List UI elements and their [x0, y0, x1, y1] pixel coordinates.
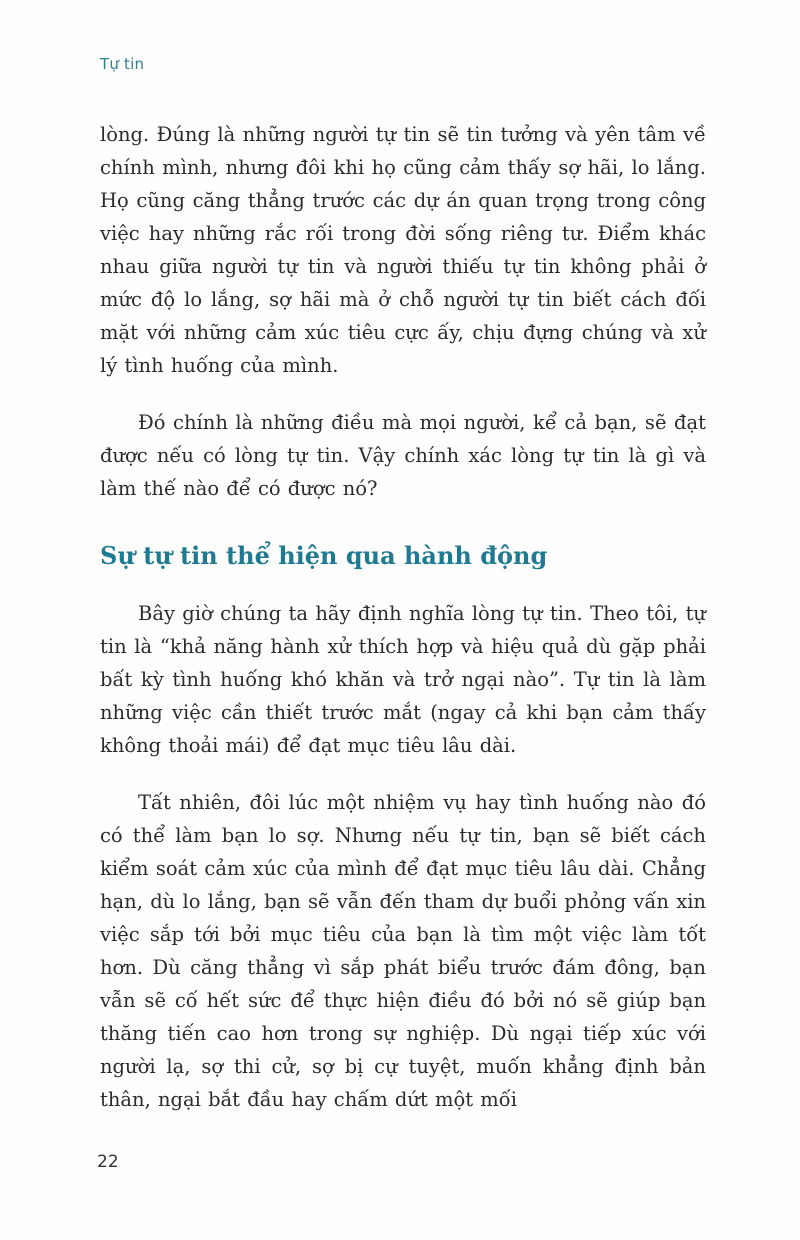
paragraph: Tất nhiên, đôi lúc một nhiệm vụ hay tình huống nào đó có thể làm bạn lo sợ. Nhưng nếu tự tin, bạn sẽ biết cách kiểm soát cảm xúc của mình để đạt mục tiêu lâu dài. Chẳng hạn, dù lo lắng, bạn sẽ vẫn đến tham dự buổi phỏng vấn xin việc sắp tới bởi mục tiêu của bạn là tìm một việc làm tốt hơn. Dù căng thẳng vì sắp phát biểu trước đám đông, bạn vẫn sẽ cố hết sức để thực hiện điều đó bởi nó sẽ giúp bạn thăng tiến cao hơn trong sự nghiệp. Dù ngại tiếp xúc với người lạ, sợ thi cử, sợ bị cự tuyệt, muốn khẳng định bản thân, ngại bắt đầu hay chấm dứt một mối	[100, 791, 706, 1111]
paragraph: lòng. Đúng là những người tự tin sẽ tin tưởng và yên tâm về chính mình, nhưng đôi khi họ cũng cảm thấy sợ hãi, lo lắng. Họ cũng căng thẳng trước các dự án quan trọng trong công việc hay những rắc rối trong đời sống riêng tư. Điểm khác nhau giữa người tự tin và người thiếu tự tin không phải ở mức độ lo lắng, sợ hãi mà ở chỗ người tự tin biết cách đối mặt với những cảm xúc tiêu cực ấy, chịu đựng chúng và xử lý tình huống của mình.	[100, 123, 706, 377]
page-body	[100, 118, 706, 1140]
section-heading: Sự tự tin thể hiện qua hành động	[100, 541, 548, 570]
paragraph: Đó chính là những điều mà mọi người, kể cả bạn, sẽ đạt được nếu có lòng tự tin. Vậy chính xác lòng tự tin là gì và làm thế nào để có được nó?	[100, 411, 706, 500]
running-header: Tự tin	[100, 55, 145, 73]
paragraph: Bây giờ chúng ta hãy định nghĩa lòng tự tin. Theo tôi, tự tin là “khả năng hành xử thích hợp và hiệu quả dù gặp phải bất kỳ tình huống khó khăn và trở ngại nào”. Tự tin là làm những việc cần thiết trước mắt (ngay cả khi bạn cảm thấy không thoải mái) để đạt mục tiêu lâu dài.	[100, 602, 706, 757]
page-number: 22	[97, 1152, 119, 1172]
